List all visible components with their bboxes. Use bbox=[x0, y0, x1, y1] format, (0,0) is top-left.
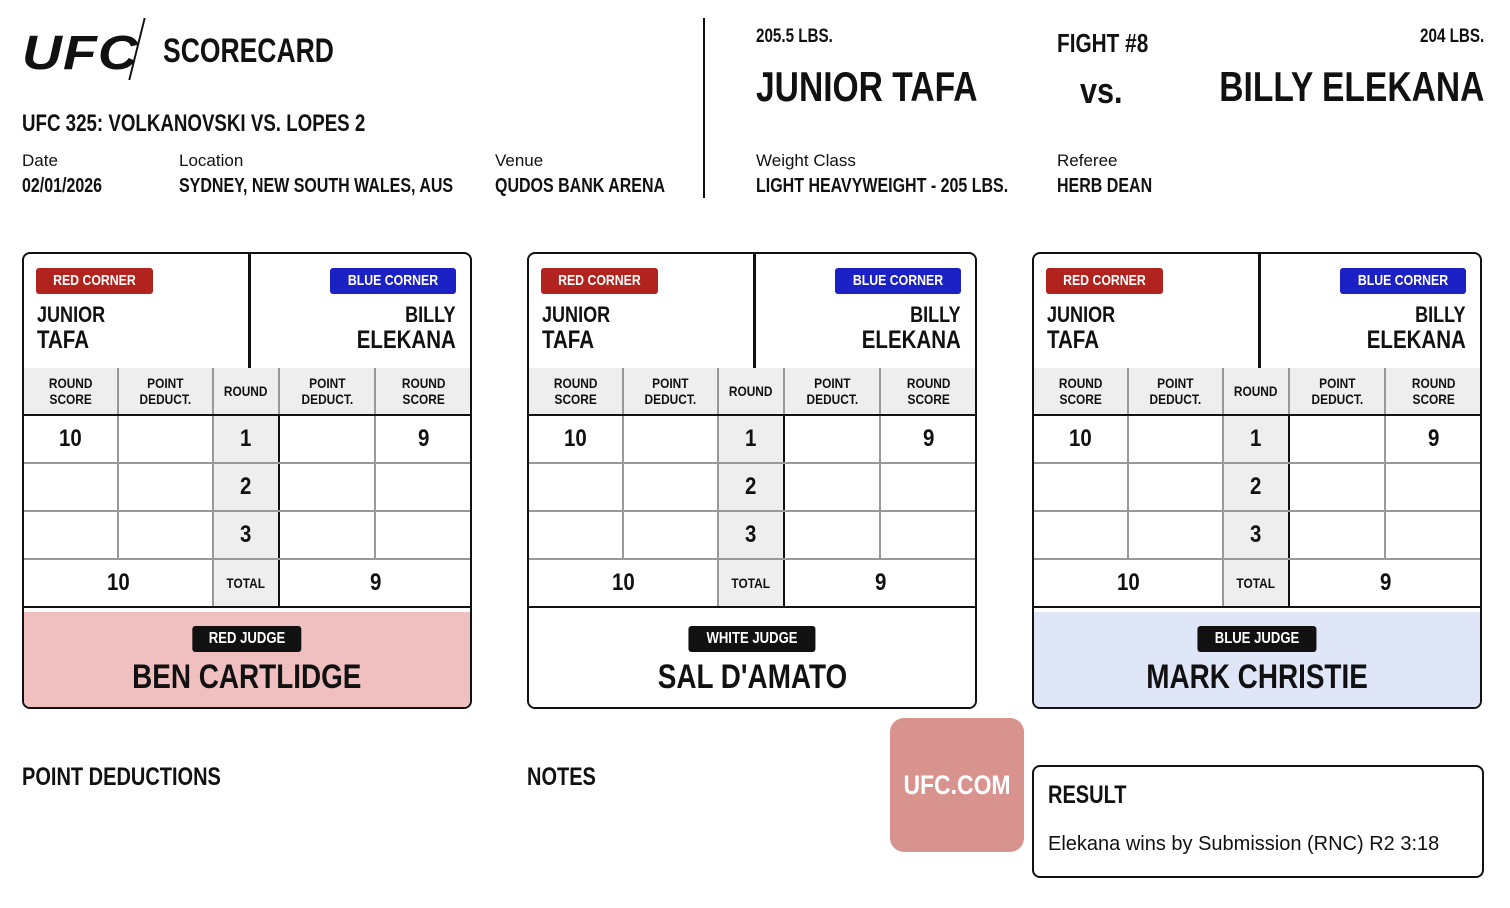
round-row bbox=[529, 415, 977, 463]
score-header-row bbox=[1034, 368, 1482, 415]
round-row bbox=[529, 511, 977, 559]
round-row bbox=[529, 463, 977, 511]
judge-section bbox=[529, 612, 975, 709]
judge-section bbox=[1034, 612, 1480, 709]
red-fighter-name: JUNIOR TAFA bbox=[756, 63, 978, 110]
blue-round-score bbox=[880, 463, 977, 511]
round-number: 2 bbox=[1223, 463, 1289, 511]
blue-deduction bbox=[279, 415, 375, 463]
red-weight: 205.5 LBS. bbox=[756, 26, 833, 47]
corner-divider bbox=[753, 254, 756, 368]
card-corner-header bbox=[24, 254, 470, 370]
blue-round-score bbox=[375, 511, 472, 559]
red-round-score: 10 bbox=[24, 415, 118, 463]
red-last-name: TAFA bbox=[37, 326, 90, 354]
referee-value: HERB DEAN bbox=[1057, 175, 1153, 197]
event-title: UFC 325: VOLKANOVSKI VS. LOPES 2 bbox=[22, 110, 366, 137]
red-round-score bbox=[24, 463, 118, 511]
total-label: TOTAL bbox=[718, 559, 784, 607]
red-corner-badge: RED CORNER bbox=[36, 268, 153, 294]
round-number: 3 bbox=[718, 511, 784, 559]
fight-number: FIGHT #8 bbox=[1057, 28, 1149, 58]
blue-round-score bbox=[1385, 511, 1482, 559]
red-deduction bbox=[623, 415, 718, 463]
venue-value: QUDOS BANK ARENA bbox=[495, 175, 666, 197]
red-deduction bbox=[623, 463, 718, 511]
red-round-score-header: ROUND SCORE bbox=[24, 368, 118, 415]
red-corner-badge: RED CORNER bbox=[1046, 268, 1163, 294]
round-row bbox=[1034, 511, 1482, 559]
round-number: 1 bbox=[1223, 415, 1289, 463]
round-row bbox=[24, 511, 472, 559]
blue-first-name: BILLY bbox=[405, 302, 456, 327]
judge-section bbox=[24, 612, 470, 709]
red-deduction bbox=[118, 463, 213, 511]
blue-corner-badge: BLUE CORNER bbox=[1340, 268, 1466, 294]
judge-scorecard bbox=[22, 252, 472, 709]
blue-round-score-header: ROUND SCORE bbox=[880, 368, 977, 415]
red-total: 10 bbox=[529, 559, 718, 607]
red-corner-badge: RED CORNER bbox=[541, 268, 658, 294]
vs-text: vs. bbox=[1080, 70, 1123, 111]
blue-last-name: ELEKANA bbox=[356, 326, 456, 354]
red-round-score bbox=[1034, 463, 1128, 511]
blue-deduction bbox=[784, 415, 880, 463]
red-first-name: JUNIOR bbox=[542, 302, 611, 327]
blue-point-deduct-header: POINT DEDUCT. bbox=[1289, 368, 1385, 415]
round-row bbox=[24, 463, 472, 511]
judge-scorecard bbox=[1032, 252, 1482, 709]
round-header: ROUND bbox=[1223, 368, 1289, 415]
round-number: 2 bbox=[718, 463, 784, 511]
blue-first-name: BILLY bbox=[910, 302, 961, 327]
total-label: TOTAL bbox=[213, 559, 279, 607]
red-total: 10 bbox=[24, 559, 213, 607]
blue-deduction bbox=[784, 511, 880, 559]
result-text: Elekana wins by Submission (RNC) R2 3:18 bbox=[1048, 833, 1440, 855]
score-grid bbox=[24, 368, 472, 608]
blue-total: 9 bbox=[1289, 559, 1482, 607]
judge-name: SAL D'AMATO bbox=[657, 658, 847, 696]
score-grid bbox=[1034, 368, 1482, 608]
weight-class-value: LIGHT HEAVYWEIGHT - 205 LBS. bbox=[756, 175, 1009, 197]
round-number: 2 bbox=[213, 463, 279, 511]
judge-name: MARK CHRISTIE bbox=[1146, 658, 1368, 696]
notes-heading: NOTES bbox=[527, 763, 596, 791]
red-deduction bbox=[623, 511, 718, 559]
score-grid bbox=[529, 368, 977, 608]
blue-point-deduct-header: POINT DEDUCT. bbox=[784, 368, 880, 415]
blue-deduction bbox=[279, 463, 375, 511]
blue-total: 9 bbox=[279, 559, 472, 607]
red-deduction bbox=[118, 415, 213, 463]
blue-fighter-name: BILLY ELEKANA bbox=[1218, 63, 1484, 110]
total-row bbox=[529, 559, 977, 607]
blue-round-score bbox=[1385, 463, 1482, 511]
red-round-score: 10 bbox=[1034, 415, 1128, 463]
red-round-score bbox=[24, 511, 118, 559]
judge-badge: WHITE JUDGE bbox=[688, 626, 815, 652]
red-deduction bbox=[1128, 511, 1223, 559]
red-point-deduct-header: POINT DEDUCT. bbox=[1128, 368, 1223, 415]
round-number: 3 bbox=[1223, 511, 1289, 559]
total-label: TOTAL bbox=[1223, 559, 1289, 607]
round-number: 3 bbox=[213, 511, 279, 559]
round-row bbox=[24, 415, 472, 463]
red-first-name: JUNIOR bbox=[37, 302, 106, 327]
red-round-score bbox=[1034, 511, 1128, 559]
judge-badge: RED JUDGE bbox=[192, 626, 301, 652]
red-point-deduct-header: POINT DEDUCT. bbox=[623, 368, 718, 415]
blue-first-name: BILLY bbox=[1415, 302, 1466, 327]
point-deductions-heading: POINT DEDUCTIONS bbox=[22, 763, 221, 791]
blue-weight: 204 LBS. bbox=[1419, 26, 1484, 47]
venue-label: Venue bbox=[495, 151, 544, 170]
result-box bbox=[1032, 765, 1484, 878]
round-row bbox=[1034, 463, 1482, 511]
judge-scorecard bbox=[527, 252, 977, 709]
weight-class-label: Weight Class bbox=[756, 151, 856, 170]
blue-deduction bbox=[279, 511, 375, 559]
blue-corner-badge: BLUE CORNER bbox=[835, 268, 961, 294]
red-first-name: JUNIOR bbox=[1047, 302, 1116, 327]
round-row bbox=[1034, 415, 1482, 463]
judge-name: BEN CARTLIDGE bbox=[132, 658, 362, 696]
blue-round-score-header: ROUND SCORE bbox=[375, 368, 472, 415]
blue-round-score: 9 bbox=[375, 415, 472, 463]
header-divider bbox=[703, 18, 705, 198]
ufc-logo: UFC bbox=[22, 27, 139, 80]
red-last-name: TAFA bbox=[1047, 326, 1100, 354]
corner-divider bbox=[248, 254, 251, 368]
blue-total: 9 bbox=[784, 559, 977, 607]
blue-last-name: ELEKANA bbox=[1366, 326, 1466, 354]
red-round-score-header: ROUND SCORE bbox=[529, 368, 623, 415]
red-round-score bbox=[529, 511, 623, 559]
score-header-row bbox=[24, 368, 472, 415]
red-deduction bbox=[1128, 463, 1223, 511]
red-deduction bbox=[1128, 415, 1223, 463]
blue-deduction bbox=[1289, 463, 1385, 511]
blue-round-score: 9 bbox=[1385, 415, 1482, 463]
round-number: 1 bbox=[213, 415, 279, 463]
blue-last-name: ELEKANA bbox=[861, 326, 961, 354]
blue-round-score bbox=[375, 463, 472, 511]
score-header-row bbox=[529, 368, 977, 415]
blue-round-score: 9 bbox=[880, 415, 977, 463]
total-row bbox=[24, 559, 472, 607]
red-total: 10 bbox=[1034, 559, 1223, 607]
date-label: Date bbox=[22, 151, 58, 170]
blue-deduction bbox=[784, 463, 880, 511]
blue-point-deduct-header: POINT DEDUCT. bbox=[279, 368, 375, 415]
red-round-score: 10 bbox=[529, 415, 623, 463]
judge-badge: BLUE JUDGE bbox=[1197, 626, 1316, 652]
red-deduction bbox=[118, 511, 213, 559]
round-header: ROUND bbox=[718, 368, 784, 415]
location-label: Location bbox=[179, 151, 244, 170]
card-corner-header bbox=[529, 254, 975, 370]
round-number: 1 bbox=[718, 415, 784, 463]
location-value: SYDNEY, NEW SOUTH WALES, AUS bbox=[179, 175, 454, 197]
card-corner-header bbox=[1034, 254, 1480, 370]
red-round-score-header: ROUND SCORE bbox=[1034, 368, 1128, 415]
scorecard-title: SCORECARD bbox=[163, 32, 334, 70]
red-round-score bbox=[529, 463, 623, 511]
blue-corner-badge: BLUE CORNER bbox=[330, 268, 456, 294]
blue-round-score bbox=[880, 511, 977, 559]
red-last-name: TAFA bbox=[542, 326, 595, 354]
corner-divider bbox=[1258, 254, 1261, 368]
referee-label: Referee bbox=[1057, 151, 1118, 170]
ufc-com-link[interactable]: UFC.COM bbox=[890, 718, 1024, 852]
blue-deduction bbox=[1289, 415, 1385, 463]
round-header: ROUND bbox=[213, 368, 279, 415]
blue-deduction bbox=[1289, 511, 1385, 559]
total-row bbox=[1034, 559, 1482, 607]
result-title: RESULT bbox=[1048, 781, 1127, 809]
date-value: 02/01/2026 bbox=[22, 175, 103, 197]
blue-round-score-header: ROUND SCORE bbox=[1385, 368, 1482, 415]
red-point-deduct-header: POINT DEDUCT. bbox=[118, 368, 213, 415]
